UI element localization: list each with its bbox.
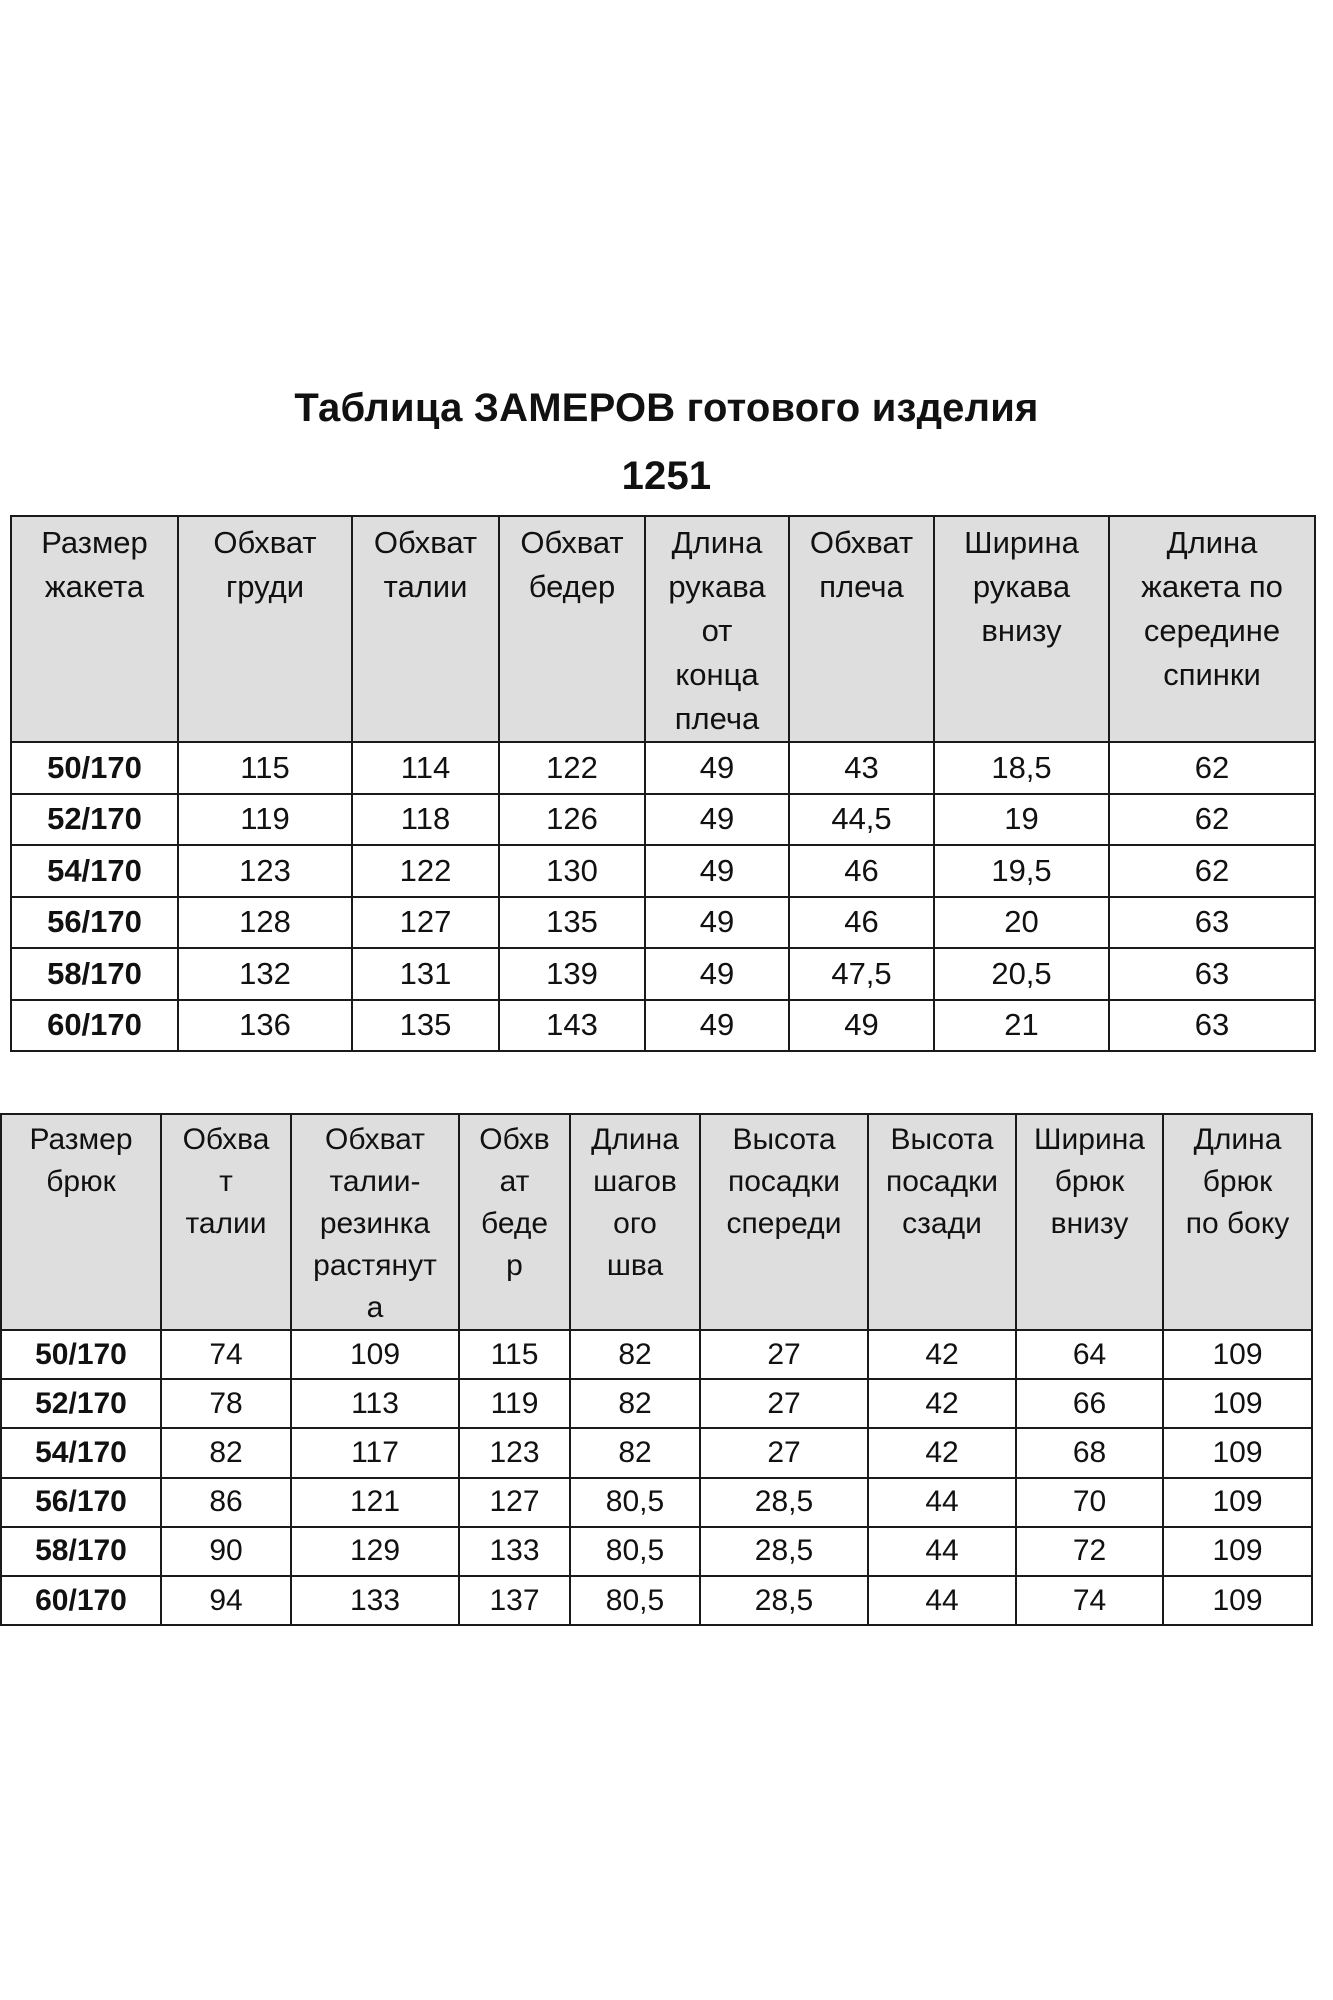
table-row xyxy=(1,1478,1312,1527)
header-cell xyxy=(1016,1114,1163,1330)
value-cell: 62 xyxy=(1109,794,1315,846)
header-line: жакета xyxy=(44,569,145,604)
value-cell: 109 xyxy=(1163,1576,1312,1625)
header-line: Обхват xyxy=(520,525,624,560)
value-cell: 130 xyxy=(499,845,645,897)
value-cell: 132 xyxy=(178,948,352,1000)
size-cell: 50/170 xyxy=(11,742,178,794)
table-row xyxy=(1,1330,1312,1379)
header-line: от xyxy=(701,613,733,648)
value-cell: 109 xyxy=(1163,1428,1312,1477)
header-line: посадки xyxy=(727,1165,840,1198)
value-cell: 86 xyxy=(161,1478,291,1527)
value-cell: 80,5 xyxy=(570,1478,700,1527)
value-cell: 44,5 xyxy=(789,794,934,846)
value-cell: 127 xyxy=(459,1478,570,1527)
value-cell: 43 xyxy=(789,742,934,794)
table-header-row xyxy=(11,516,1315,742)
value-cell: 44 xyxy=(868,1527,1016,1576)
value-cell: 19 xyxy=(934,794,1109,846)
header-cell xyxy=(645,516,789,742)
value-cell: 127 xyxy=(352,897,499,949)
header-cell xyxy=(178,516,352,742)
header-line: шва xyxy=(606,1249,664,1282)
header-line: спинки xyxy=(1163,657,1261,692)
value-cell: 72 xyxy=(1016,1527,1163,1576)
table-row xyxy=(1,1379,1312,1428)
document-title: Таблица ЗАМЕРОВ готового изделия xyxy=(294,386,1039,430)
value-cell: 133 xyxy=(459,1527,570,1576)
table-row xyxy=(11,948,1315,1000)
value-cell: 119 xyxy=(459,1379,570,1428)
header-line: посадки xyxy=(885,1165,998,1198)
value-cell: 82 xyxy=(570,1379,700,1428)
header-line: ого xyxy=(613,1207,657,1240)
size-cell: 54/170 xyxy=(11,845,178,897)
value-cell: 82 xyxy=(570,1428,700,1477)
value-cell: 44 xyxy=(868,1576,1016,1625)
header-cell xyxy=(789,516,934,742)
value-cell: 117 xyxy=(291,1428,459,1477)
value-cell: 44 xyxy=(868,1478,1016,1527)
value-cell: 28,5 xyxy=(700,1478,868,1527)
table-row xyxy=(11,1000,1315,1052)
size-cell: 56/170 xyxy=(11,897,178,949)
header-line: резинка xyxy=(319,1207,431,1240)
header-cell xyxy=(291,1114,459,1330)
value-cell: 27 xyxy=(700,1379,868,1428)
value-cell: 80,5 xyxy=(570,1576,700,1625)
header-line: сзади xyxy=(902,1207,982,1240)
header-line: конца xyxy=(675,657,759,692)
header-line: Обхва xyxy=(182,1123,270,1156)
value-cell: 109 xyxy=(1163,1478,1312,1527)
value-cell: 63 xyxy=(1109,948,1315,1000)
header-line: Ширина xyxy=(964,525,1079,560)
header-line: шагов xyxy=(593,1165,677,1198)
header-line: плеча xyxy=(819,569,904,604)
value-cell: 68 xyxy=(1016,1428,1163,1477)
header-line: брюк xyxy=(1054,1165,1125,1198)
header-line: талии- xyxy=(329,1165,421,1198)
header-line: ат xyxy=(499,1165,530,1198)
header-line: внизу xyxy=(1050,1207,1129,1240)
header-cell xyxy=(499,516,645,742)
header-line: Ширина xyxy=(1034,1123,1145,1156)
value-cell: 133 xyxy=(291,1576,459,1625)
value-cell: 20,5 xyxy=(934,948,1109,1000)
size-cell: 58/170 xyxy=(11,948,178,1000)
size-cell: 52/170 xyxy=(1,1379,161,1428)
value-cell: 143 xyxy=(499,1000,645,1052)
value-cell: 28,5 xyxy=(700,1527,868,1576)
value-cell: 129 xyxy=(291,1527,459,1576)
value-cell: 74 xyxy=(1016,1576,1163,1625)
header-cell xyxy=(459,1114,570,1330)
value-cell: 27 xyxy=(700,1428,868,1477)
header-line: рукава xyxy=(668,569,766,604)
value-cell: 49 xyxy=(645,742,789,794)
header-line: беде xyxy=(480,1207,549,1240)
header-line: Высота xyxy=(890,1123,994,1156)
size-cell: 58/170 xyxy=(1,1527,161,1576)
header-line: брюк xyxy=(46,1165,116,1198)
value-cell: 109 xyxy=(1163,1379,1312,1428)
value-cell: 115 xyxy=(459,1330,570,1379)
value-cell: 131 xyxy=(352,948,499,1000)
header-line: жакета по xyxy=(1141,569,1283,604)
size-cell: 50/170 xyxy=(1,1330,161,1379)
value-cell: 139 xyxy=(499,948,645,1000)
value-cell: 66 xyxy=(1016,1379,1163,1428)
table-row xyxy=(1,1576,1312,1625)
value-cell: 114 xyxy=(352,742,499,794)
value-cell: 82 xyxy=(570,1330,700,1379)
header-line: Обхв xyxy=(479,1123,550,1156)
header-line: плеча xyxy=(674,701,760,736)
value-cell: 63 xyxy=(1109,1000,1315,1052)
table-row xyxy=(1,1527,1312,1576)
value-cell: 21 xyxy=(934,1000,1109,1052)
value-cell: 62 xyxy=(1109,845,1315,897)
value-cell: 135 xyxy=(352,1000,499,1052)
table-row xyxy=(11,897,1315,949)
size-cell: 56/170 xyxy=(1,1478,161,1527)
value-cell: 49 xyxy=(645,845,789,897)
value-cell: 62 xyxy=(1109,742,1315,794)
value-cell: 49 xyxy=(789,1000,934,1052)
value-cell: 64 xyxy=(1016,1330,1163,1379)
value-cell: 136 xyxy=(178,1000,352,1052)
header-line: Длина xyxy=(671,525,763,560)
header-line: талии xyxy=(383,569,468,604)
table-row xyxy=(11,845,1315,897)
value-cell: 80,5 xyxy=(570,1527,700,1576)
value-cell: 49 xyxy=(645,897,789,949)
trousers-measurements-table xyxy=(0,1113,1313,1626)
header-cell xyxy=(700,1114,868,1330)
value-cell: 46 xyxy=(789,845,934,897)
header-line: рукава xyxy=(972,569,1071,604)
model-number: 1251 xyxy=(621,454,712,498)
value-cell: 123 xyxy=(459,1428,570,1477)
value-cell: 46 xyxy=(789,897,934,949)
size-cell: 60/170 xyxy=(1,1576,161,1625)
value-cell: 128 xyxy=(178,897,352,949)
header-line: спереди xyxy=(726,1207,842,1240)
value-cell: 42 xyxy=(868,1379,1016,1428)
header-line: Обхват xyxy=(325,1123,425,1156)
header-cell xyxy=(1,1114,161,1330)
header-line: р xyxy=(506,1249,523,1282)
header-line: растянут xyxy=(313,1249,437,1282)
header-line: Обхват xyxy=(373,525,478,560)
table-row xyxy=(11,742,1315,794)
value-cell: 42 xyxy=(868,1330,1016,1379)
value-cell: 137 xyxy=(459,1576,570,1625)
value-cell: 27 xyxy=(700,1330,868,1379)
value-cell: 119 xyxy=(178,794,352,846)
header-line: талии xyxy=(185,1207,267,1240)
header-line: а xyxy=(366,1291,384,1324)
header-cell xyxy=(352,516,499,742)
value-cell: 28,5 xyxy=(700,1576,868,1625)
table-header-row xyxy=(1,1114,1312,1330)
header-line: Длина xyxy=(1166,525,1258,560)
header-line: Обхват xyxy=(809,525,914,560)
header-line: груди xyxy=(225,569,305,604)
header-cell xyxy=(570,1114,700,1330)
header-line: Размер xyxy=(41,525,148,560)
header-line: Длина xyxy=(591,1123,679,1156)
table-row xyxy=(11,794,1315,846)
size-cell: 52/170 xyxy=(11,794,178,846)
value-cell: 115 xyxy=(178,742,352,794)
value-cell: 49 xyxy=(645,1000,789,1052)
value-cell: 49 xyxy=(645,794,789,846)
value-cell: 118 xyxy=(352,794,499,846)
value-cell: 90 xyxy=(161,1527,291,1576)
header-line: Размер xyxy=(29,1123,133,1156)
header-line: середине xyxy=(1143,613,1281,648)
value-cell: 42 xyxy=(868,1428,1016,1477)
table-row xyxy=(1,1428,1312,1477)
value-cell: 126 xyxy=(499,794,645,846)
value-cell: 122 xyxy=(499,742,645,794)
header-line: брюк xyxy=(1202,1165,1273,1198)
jacket-measurements-table xyxy=(10,515,1316,1052)
value-cell: 47,5 xyxy=(789,948,934,1000)
value-cell: 113 xyxy=(291,1379,459,1428)
value-cell: 20 xyxy=(934,897,1109,949)
header-cell xyxy=(934,516,1109,742)
value-cell: 121 xyxy=(291,1478,459,1527)
header-cell xyxy=(1109,516,1315,742)
value-cell: 135 xyxy=(499,897,645,949)
value-cell: 63 xyxy=(1109,897,1315,949)
value-cell: 109 xyxy=(1163,1527,1312,1576)
value-cell: 19,5 xyxy=(934,845,1109,897)
header-line: Обхват xyxy=(213,525,317,560)
value-cell: 18,5 xyxy=(934,742,1109,794)
value-cell: 109 xyxy=(1163,1330,1312,1379)
header-line: внизу xyxy=(981,613,1062,648)
header-line: Длина xyxy=(1193,1123,1282,1156)
value-cell: 122 xyxy=(352,845,499,897)
size-cell: 60/170 xyxy=(11,1000,178,1052)
header-cell xyxy=(11,516,178,742)
value-cell: 78 xyxy=(161,1379,291,1428)
header-line: по боку xyxy=(1185,1207,1290,1240)
value-cell: 109 xyxy=(291,1330,459,1379)
value-cell: 49 xyxy=(645,948,789,1000)
value-cell: 82 xyxy=(161,1428,291,1477)
header-cell xyxy=(161,1114,291,1330)
header-line: бедер xyxy=(528,569,616,604)
header-line: Высота xyxy=(732,1123,836,1156)
value-cell: 123 xyxy=(178,845,352,897)
value-cell: 70 xyxy=(1016,1478,1163,1527)
value-cell: 94 xyxy=(161,1576,291,1625)
header-cell xyxy=(868,1114,1016,1330)
value-cell: 74 xyxy=(161,1330,291,1379)
size-cell: 54/170 xyxy=(1,1428,161,1477)
header-cell xyxy=(1163,1114,1312,1330)
header-line: т xyxy=(219,1165,233,1198)
